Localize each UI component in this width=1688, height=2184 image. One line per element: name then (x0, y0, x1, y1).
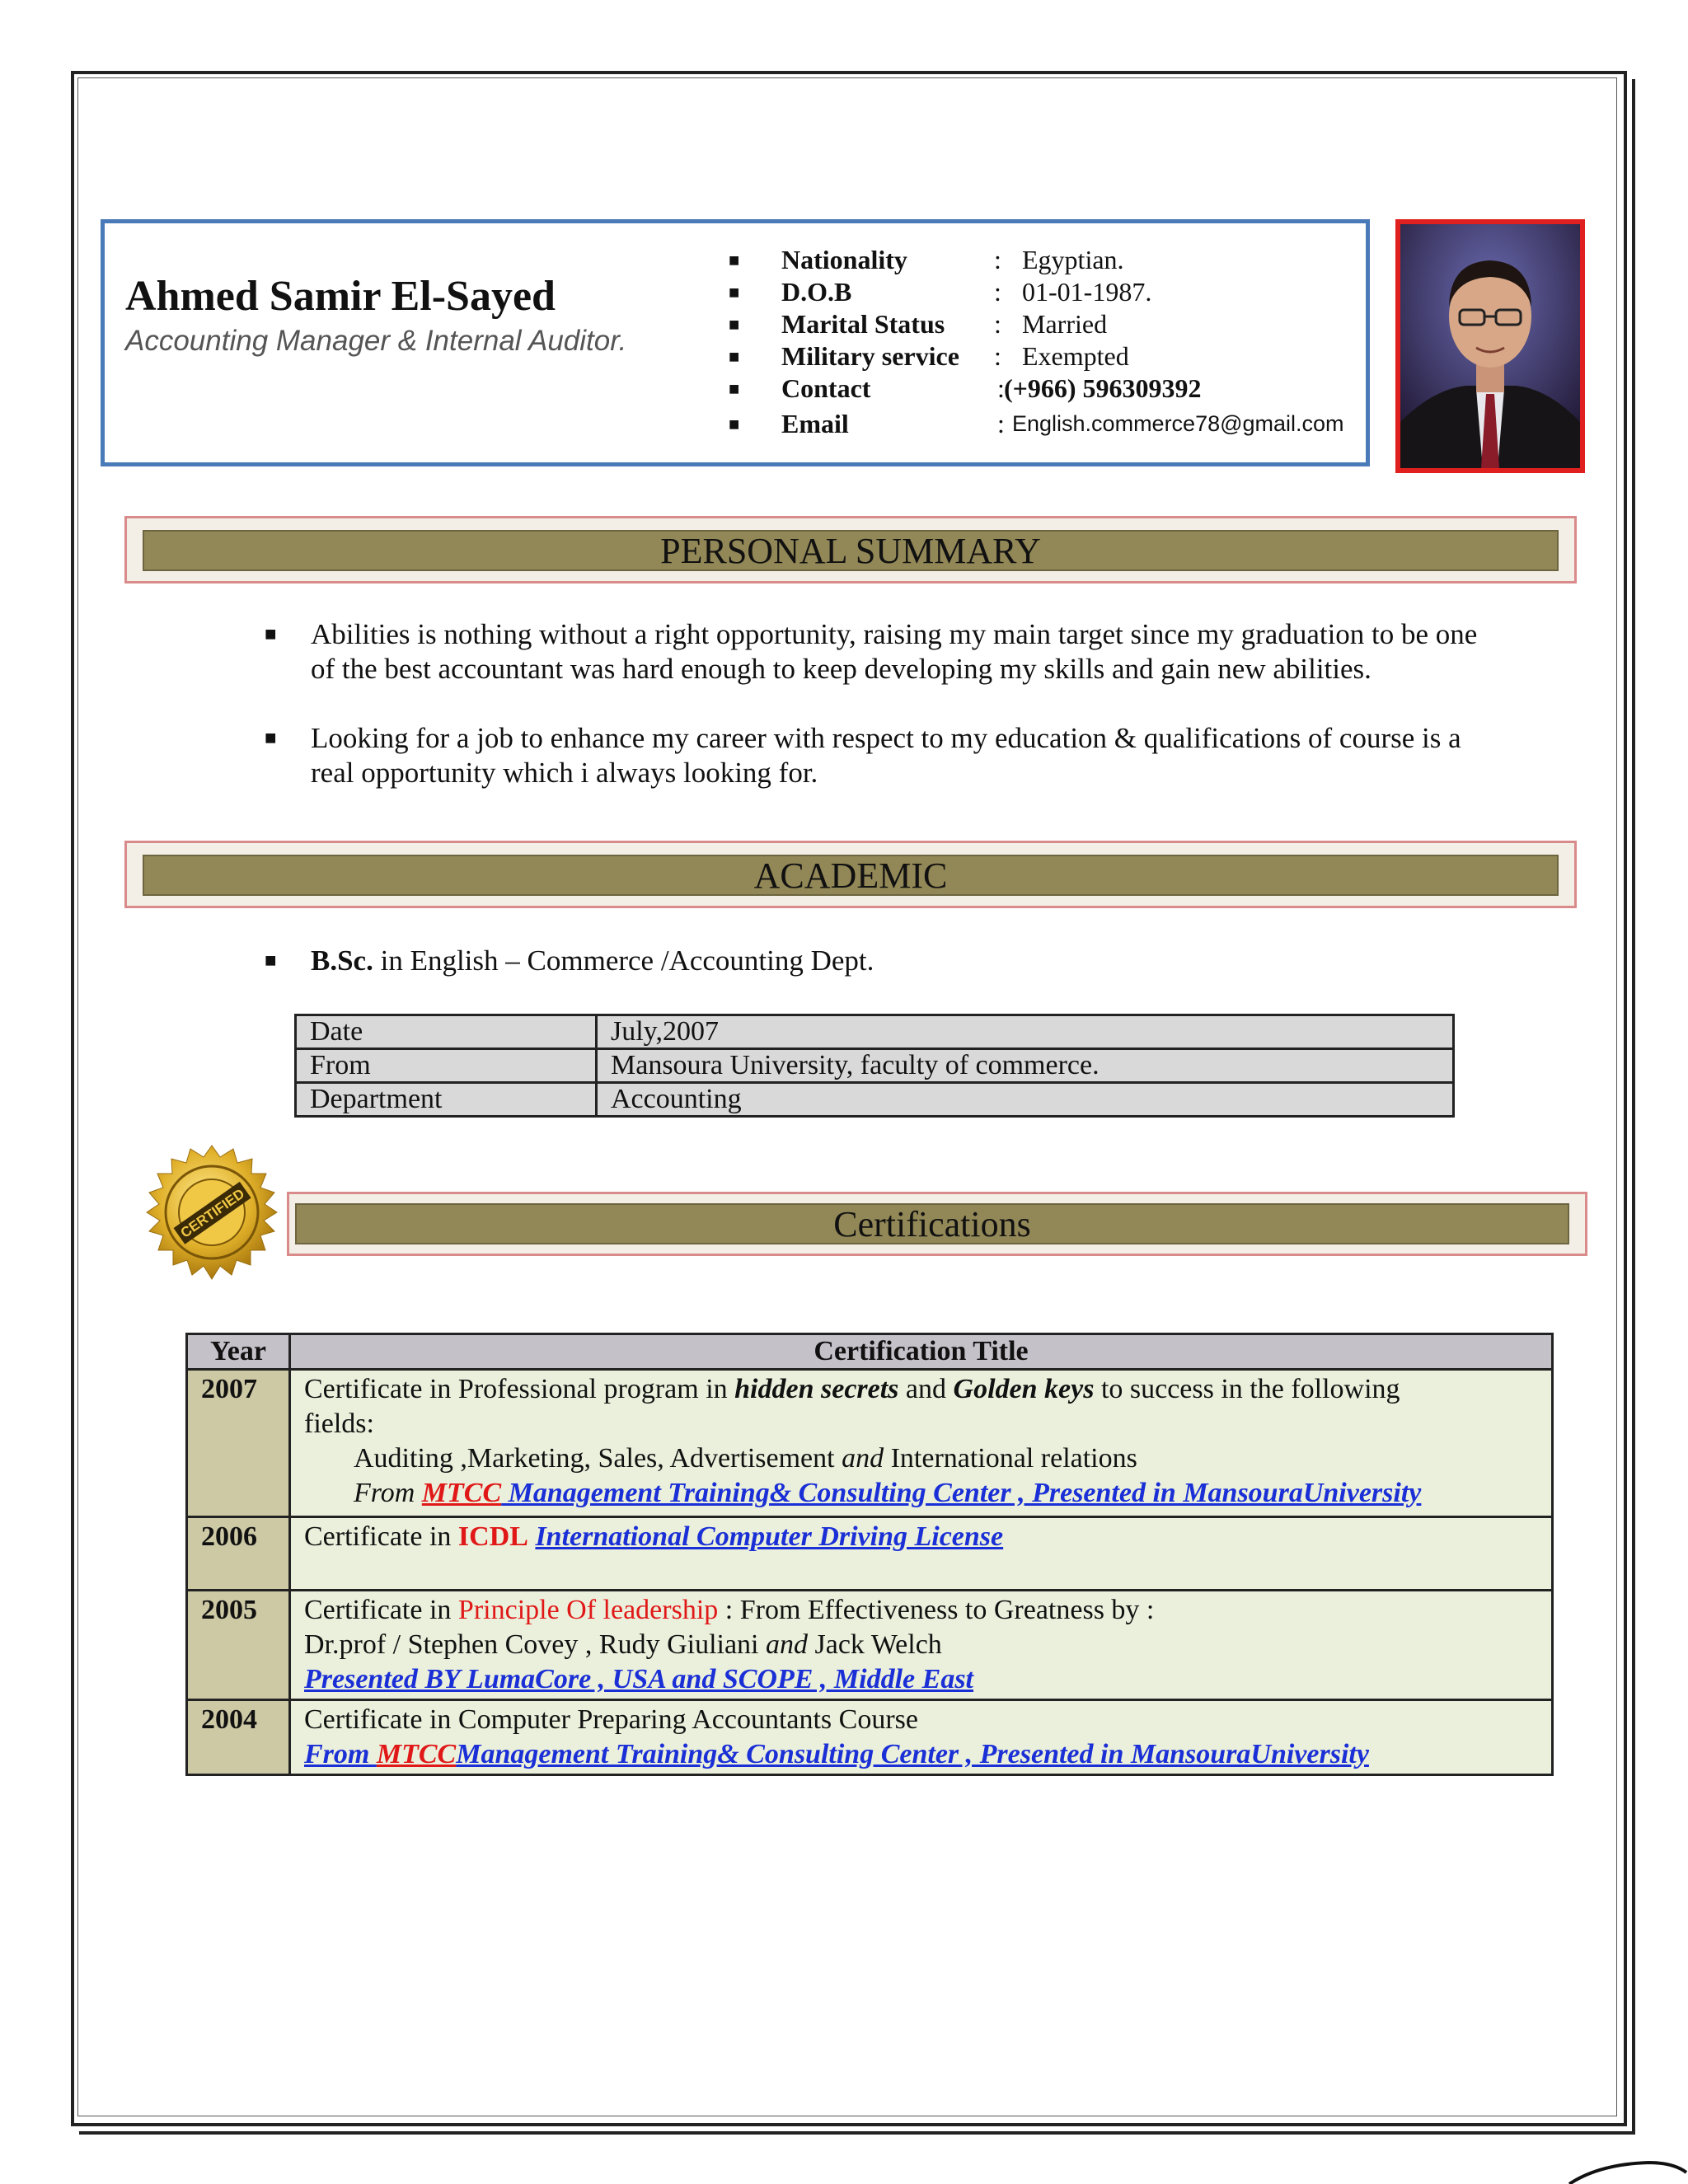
info-sep: : (994, 277, 1001, 307)
summary-item-2 (265, 721, 1580, 790)
table-row (187, 1370, 1553, 1517)
text: Certificate in Professional program in (304, 1374, 735, 1404)
table-row (296, 1083, 1454, 1117)
col-header-year: Year (187, 1334, 290, 1370)
summary-line: Looking for a job to enhance my career with respect to my education & qualifications of course is a (311, 722, 1461, 754)
text: and (842, 1443, 884, 1474)
cert-description (290, 1517, 1553, 1591)
cert-year: 2004 (187, 1700, 290, 1775)
mtcc-center-link[interactable]: Management Training& Consulting Center , Presented in MansouraUniversity (501, 1478, 1422, 1508)
seal-text: CERTIFIED (177, 1185, 248, 1241)
certifications-table (185, 1333, 1554, 1776)
table-row (296, 1015, 1454, 1049)
summary-item-1 (265, 617, 1580, 687)
academic-table (294, 1014, 1455, 1118)
col-header-title: Certification Title (290, 1334, 1553, 1370)
emphasis: hidden secrets (734, 1374, 899, 1404)
section-header-academic: ACADEMIC (143, 855, 1559, 896)
table-row (187, 1700, 1553, 1775)
academic-key: From (296, 1049, 597, 1083)
info-key: D.O.B (781, 277, 852, 307)
contact-email: English.commerce78@gmail.com (1012, 411, 1344, 436)
info-value: Egyptian. (1022, 245, 1124, 274)
info-value: Exempted (1022, 341, 1129, 371)
bullet-icon: ■ (729, 346, 740, 367)
table-row (187, 1591, 1553, 1700)
cert-line (304, 1593, 1538, 1628)
cert-line (304, 1441, 1538, 1476)
bullet-icon: ■ (729, 282, 740, 302)
bullet-icon: ■ (265, 728, 277, 749)
table-row (187, 1517, 1553, 1591)
mtcc-link[interactable]: MTCC (421, 1478, 502, 1508)
text: Auditing ,Marketing, Sales, Advertisement (354, 1443, 842, 1474)
info-value: Married (1022, 309, 1108, 339)
from-link[interactable]: From (304, 1739, 377, 1769)
info-sep: : (997, 409, 1005, 438)
candidate-name: Ahmed Samir El-Sayed (125, 273, 556, 320)
text: Jack Welch (808, 1629, 942, 1660)
summary-line: of the best accountant was hard enough to keep developing my skills and gain new abilities. (311, 653, 1372, 685)
academic-value: July,2007 (597, 1015, 1454, 1049)
text: to success in the following (1094, 1374, 1400, 1404)
table-header-row (187, 1334, 1553, 1370)
academic-value: Accounting (597, 1083, 1454, 1117)
text: Dr.prof / Stephen Covey , Rudy Giuliani (304, 1629, 767, 1660)
cert-description (290, 1700, 1553, 1775)
icdl-link[interactable]: International Computer Driving License (535, 1521, 1004, 1552)
info-key: Email (781, 409, 849, 438)
candidate-role: Accounting Manager & Internal Auditor. (125, 325, 627, 357)
cert-line (304, 1737, 1538, 1772)
info-sep: : (994, 341, 1001, 371)
summary-line: real opportunity which i always looking for. (311, 757, 818, 789)
page-curl-decoration (1566, 2159, 1688, 2184)
bullet-icon: ■ (729, 414, 740, 434)
info-sep: : (994, 245, 1001, 274)
lumacore-link[interactable]: Presented BY LumaCore , USA and SCOPE , Middle East (304, 1664, 973, 1694)
section-header-certifications: Certifications (295, 1203, 1569, 1244)
bullet-icon: ■ (265, 950, 277, 972)
text: Certificate in (304, 1521, 458, 1552)
info-key: Marital Status (781, 309, 945, 339)
text: and (766, 1629, 809, 1660)
degree-item (265, 944, 874, 978)
cert-description (290, 1591, 1553, 1700)
leadership-label: Principle Of leadership (457, 1595, 719, 1625)
profile-photo (1395, 219, 1585, 473)
info-key: Contact (781, 373, 871, 403)
cert-line (304, 1662, 1538, 1697)
info-key: Nationality (781, 245, 907, 274)
cert-description (290, 1370, 1553, 1517)
summary-line: Abilities is nothing without a right opportunity, raising my main target since my graduation to be one (311, 618, 1478, 650)
cert-line: fields: (304, 1408, 374, 1439)
text: From (354, 1478, 422, 1508)
icdl-label: ICDL (457, 1521, 528, 1552)
bullet-icon: ■ (729, 314, 740, 335)
cert-year: 2005 (187, 1591, 290, 1700)
section-header-summary: PERSONAL SUMMARY (143, 530, 1559, 571)
degree-title: B.Sc. (311, 944, 373, 977)
info-sep: : (997, 373, 1005, 403)
mtcc-center-link[interactable]: Management Training& Consulting Center , Presented in MansouraUniversity (456, 1739, 1369, 1769)
bullet-icon: ■ (265, 624, 277, 645)
info-value: 01-01-1987. (1022, 277, 1152, 307)
contact-phone: (+966) 596309392 (1004, 373, 1202, 403)
info-sep: : (994, 309, 1001, 339)
certified-seal-icon (124, 1142, 300, 1299)
table-row (296, 1049, 1454, 1083)
text: Certificate in (304, 1595, 458, 1625)
cert-line: Certificate in Computer Preparing Accountants Course (304, 1704, 918, 1735)
bullet-icon: ■ (729, 250, 740, 270)
cert-line (304, 1628, 1538, 1662)
cert-year: 2006 (187, 1517, 290, 1591)
text: and (898, 1374, 954, 1404)
text: International relations (884, 1443, 1137, 1474)
degree-desc: in English – Commerce /Accounting Dept. (373, 944, 874, 977)
info-key: Military service (781, 341, 959, 371)
mtcc-link[interactable]: MTCC (376, 1739, 457, 1769)
cert-line (304, 1372, 1538, 1407)
emphasis: Golden keys (953, 1374, 1095, 1404)
bullet-icon: ■ (729, 378, 740, 399)
cert-year: 2007 (187, 1370, 290, 1517)
text: : From Effectiveness to Greatness by : (718, 1595, 1155, 1625)
academic-key: Department (296, 1083, 597, 1117)
academic-value: Mansoura University, faculty of commerce. (597, 1049, 1454, 1083)
academic-key: Date (296, 1015, 597, 1049)
cert-line (304, 1476, 1538, 1511)
